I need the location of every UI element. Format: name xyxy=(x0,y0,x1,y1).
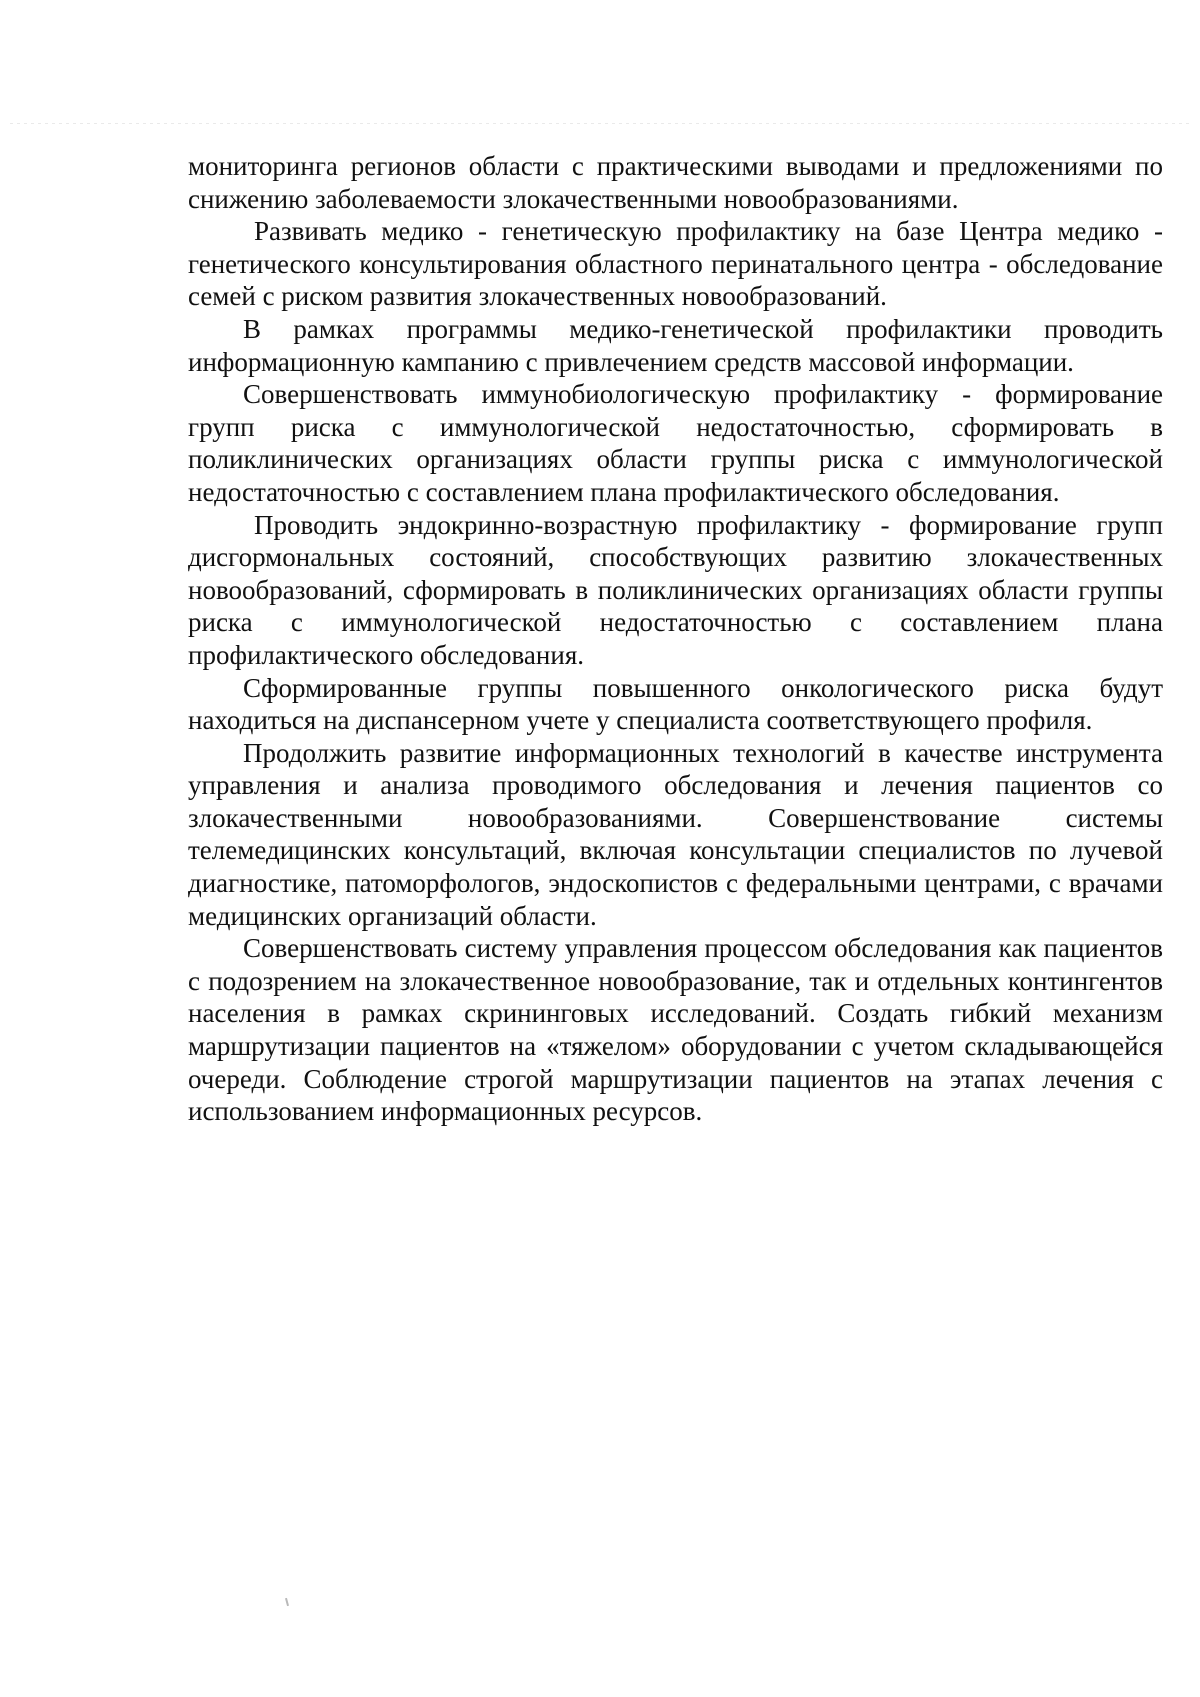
paragraph-genetic-prevention: Развивать медико - генетическую профилактику на базе Центра медико - генетического консультирования областного перинатального центра - обследование семей с риском развития злокачественных новообразований. xyxy=(188,216,1163,312)
scan-speck xyxy=(285,1598,289,1606)
paragraph-monitoring: мониторинга регионов области с практическими выводами и предложениями по снижению заболеваемости злокачественными новообразованиями. xyxy=(188,151,1163,214)
paragraph-endocrine-prevention: Проводить эндокринно-возрастную профилактику - формирование групп дисгормональных состояний, способствующих развитию злокачественных новообразований, сформировать в поликлинических организациях области группы риска с иммунологической недостаточностью с составлением плана профилактического обследования. xyxy=(188,509,1163,670)
paragraph-information-campaign: В рамках программы медико-генетической профилактики проводить информационную кампанию с привлечением средств массовой информации. xyxy=(188,313,1163,377)
paragraph-patient-routing: Совершенствовать систему управления процессом обследования как пациентов с подозрением на злокачественное новообразование, так и отдельных контингентов населения в рамках скрининговых исследований. Создать гибкий механизм маршрутизации пациентов на «тяжелом» оборудовании с учетом складывающейся очереди. Соблюдение строгой маршрутизации пациентов на этапах лечения с использованием информационных ресурсов. xyxy=(188,933,1163,1127)
paragraph-risk-groups: Сформированные группы повышенного онкологического риска будут находиться на диспансерном учете у специалиста соответствующего профиля. xyxy=(188,672,1163,736)
paragraph-immunobiological-prevention: Совершенствовать иммунобиологическую профилактику - формирование групп риска с иммунологической недостаточностью, сформировать в поликлинических организациях области группы риска с иммунологической недостаточностью с составлением плана профилактического обследования. xyxy=(188,379,1163,507)
scan-artifact-line xyxy=(10,123,1190,124)
document-body xyxy=(188,150,1163,1128)
paragraph-information-technologies: Продолжить развитие информационных технологий в качестве инструмента управления и анализа проводимого обследования и лечения пациентов со злокачественными новообразованиями. Совершенствование системы телемедицинских консультаций, включая консультации специалистов по лучевой диагностике, патоморфологов, эндоскопистов с федеральными центрами, с врачами медицинских организаций области. xyxy=(188,737,1163,931)
